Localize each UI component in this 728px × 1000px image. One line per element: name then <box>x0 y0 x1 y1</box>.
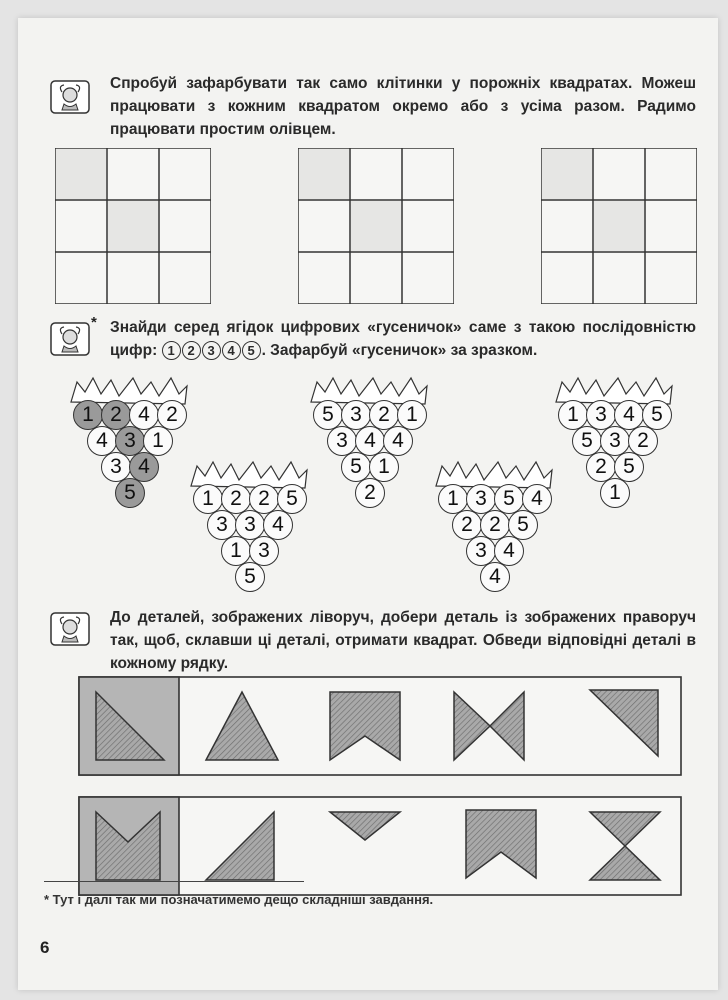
faint-shaded-cell <box>594 201 644 251</box>
berry[interactable]: 1 <box>73 400 103 430</box>
berry[interactable]: 1 <box>600 478 630 508</box>
berry[interactable]: 1 <box>143 426 173 456</box>
berry[interactable]: 4 <box>87 426 117 456</box>
berry[interactable]: 4 <box>129 452 159 482</box>
empty-grid-2[interactable] <box>298 148 454 304</box>
sequence-digit: 4 <box>222 341 241 360</box>
berry-cluster <box>183 456 313 596</box>
berry[interactable]: 4 <box>355 426 385 456</box>
berry[interactable]: 5 <box>235 562 265 592</box>
shapes-row-1 <box>78 676 682 776</box>
berry[interactable]: 4 <box>494 536 524 566</box>
footnote-divider <box>44 881 304 882</box>
berry[interactable]: 5 <box>642 400 672 430</box>
task2-instruction <box>110 316 696 362</box>
berry[interactable]: 2 <box>628 426 658 456</box>
berry[interactable]: 2 <box>369 400 399 430</box>
berry[interactable]: 4 <box>522 484 552 514</box>
berry[interactable]: 2 <box>586 452 616 482</box>
girl-task-icon-2 <box>50 322 90 356</box>
sequence <box>162 342 262 359</box>
empty-grid-1[interactable] <box>55 148 211 304</box>
empty-grid-3[interactable] <box>541 148 697 304</box>
berry[interactable]: 3 <box>207 510 237 540</box>
berry[interactable]: 3 <box>249 536 279 566</box>
berry[interactable]: 1 <box>369 452 399 482</box>
sequence-digit: 2 <box>182 341 201 360</box>
berry[interactable]: 5 <box>341 452 371 482</box>
berry-cluster <box>303 372 433 512</box>
difficulty-star: * <box>91 314 97 331</box>
berry[interactable]: 2 <box>355 478 385 508</box>
berry[interactable]: 5 <box>508 510 538 540</box>
girl-task-icon <box>50 80 90 114</box>
berry[interactable]: 5 <box>572 426 602 456</box>
berry[interactable]: 3 <box>327 426 357 456</box>
berry[interactable]: 3 <box>101 452 131 482</box>
berry[interactable]: 3 <box>341 400 371 430</box>
berry[interactable]: 4 <box>263 510 293 540</box>
task1-instruction: Спробуй зафарбувати так само клітинки у порожніх квадратах. Можеш працювати з кожним квадратом окремо або з усіма разом. Радимо працювати простим олівцем. <box>110 75 696 138</box>
sequence-digit: 3 <box>202 341 221 360</box>
berry[interactable]: 3 <box>586 400 616 430</box>
berry-cluster <box>548 372 678 512</box>
berry[interactable]: 1 <box>193 484 223 514</box>
faint-shaded-cell <box>351 201 401 251</box>
sequence-digit: 1 <box>162 341 181 360</box>
berry[interactable]: 3 <box>115 426 145 456</box>
faint-shaded-cell <box>299 149 349 199</box>
berry[interactable]: 2 <box>480 510 510 540</box>
sequence-digit: 5 <box>242 341 261 360</box>
berry[interactable]: 1 <box>397 400 427 430</box>
berry[interactable]: 4 <box>614 400 644 430</box>
berry[interactable]: 2 <box>157 400 187 430</box>
berry[interactable]: 5 <box>313 400 343 430</box>
berry[interactable]: 2 <box>452 510 482 540</box>
berry[interactable]: 5 <box>614 452 644 482</box>
berry[interactable]: 4 <box>129 400 159 430</box>
task2-text-part1: Знайди серед ягідок цифрових «гусеничок» саме з такою послідовністю цифр: <box>110 319 696 359</box>
berry[interactable]: 3 <box>235 510 265 540</box>
berry-cluster-sample <box>63 372 193 512</box>
berry[interactable]: 5 <box>494 484 524 514</box>
berry[interactable]: 4 <box>383 426 413 456</box>
footnote: * Тут і далі так ми позначатимемо дещо складніші завдання. <box>44 892 434 907</box>
faint-shaded-cell <box>56 149 106 199</box>
berry[interactable]: 2 <box>249 484 279 514</box>
berry-cluster <box>428 456 558 596</box>
berry[interactable]: 3 <box>600 426 630 456</box>
berry[interactable]: 5 <box>115 478 145 508</box>
berry[interactable]: 2 <box>101 400 131 430</box>
berry[interactable]: 4 <box>480 562 510 592</box>
girl-task-icon-3 <box>50 612 90 646</box>
berry[interactable]: 5 <box>277 484 307 514</box>
page-number: 6 <box>40 938 50 957</box>
berry[interactable]: 2 <box>221 484 251 514</box>
faint-shaded-cell <box>542 149 592 199</box>
berry[interactable]: 1 <box>221 536 251 566</box>
berry[interactable]: 3 <box>466 536 496 566</box>
berry[interactable]: 3 <box>466 484 496 514</box>
task3-instruction: До деталей, зображених ліворуч, добери деталь із зображених праворуч так, щоб, склавши ці деталі, отримати квадрат. Обведи відповідні деталі в кожному рядку. <box>110 609 696 672</box>
berry[interactable]: 1 <box>558 400 588 430</box>
faint-shaded-cell <box>108 201 158 251</box>
berry[interactable]: 1 <box>438 484 468 514</box>
task2-text-part2: . Зафарбуй «гусеничок» за зразком. <box>261 342 538 359</box>
